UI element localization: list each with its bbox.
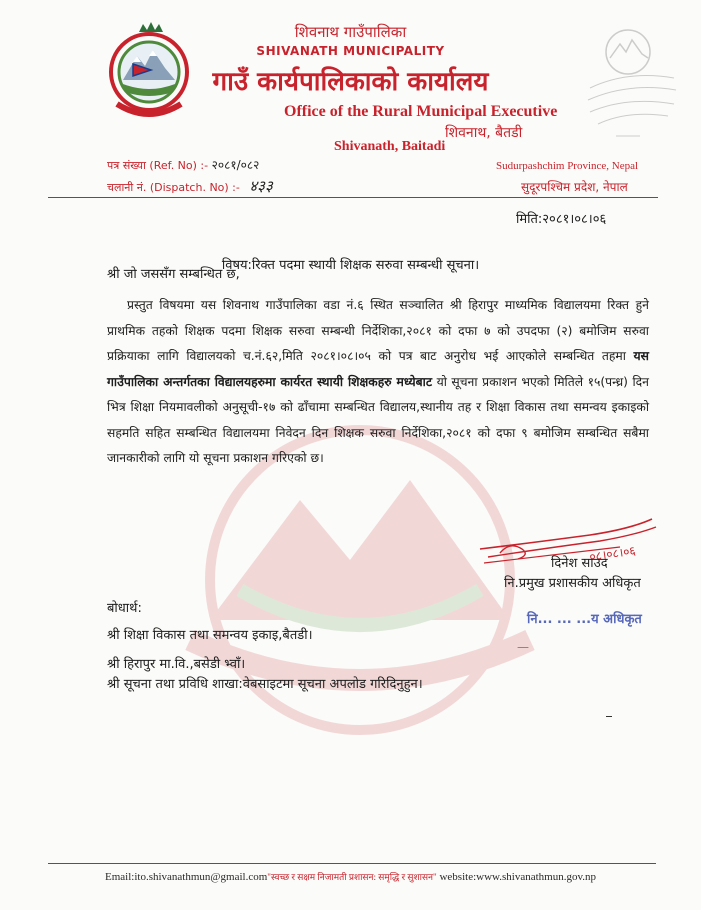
footer-divider [48, 863, 656, 864]
reference-label: पत्र संख्या (Ref. No) :- [107, 159, 209, 172]
footer-website: website:www.shivanathmun.gov.np [439, 871, 596, 883]
signer-title: नि.प्रमुख प्रशासकीय अधिकृत [504, 576, 641, 591]
place-np: शिवनाथ, बैतडी [445, 125, 523, 141]
reference-number [107, 156, 259, 173]
office-title-en: Office of the Rural Municipal Executive [284, 103, 558, 120]
official-stamp: नि... ... ...य अधिकृत [527, 612, 642, 627]
office-title-np: गाउँ कार्यपालिकाको कार्यालय [212, 67, 489, 97]
letter-body-paragraph [107, 293, 649, 472]
dispatch-number [107, 176, 273, 196]
signer-name: दिनेश साउद [551, 556, 608, 571]
place-en: Shivanath, Baitadi [334, 139, 446, 154]
body-text-1: प्रस्तुत विषयमा यस शिवनाथ गाउँपालिका वडा नं.६ स्थित सञ्चालित श्री हिरापुर माध्यमिक विद्यालयमा रिक्त हुने प्राथमिक तहको शिक्षक पदमा शिक्षक सरुवा सम्बन्धी निर्देशिका,२०८१ को दफा ७ को उपदफा (२) बमोजिम सरुवा प्रक्रियाका लागि विद्यालयको च.नं.६२,मिति २०८१।०८।०५ को पत्र बाट अनुरोध भई आएकोले सम्बन्धित तहमा [107, 298, 649, 363]
stamp-mark: — [517, 640, 529, 654]
municipality-name-en: SHIVANATH MUNICIPALITY [256, 44, 445, 58]
cc-item: श्री सूचना तथा प्रविधि शाखा:वेबसाइटमा सूचना अपलोड गरिदिनुहुन। [107, 677, 423, 692]
letter-subject: विषय:रिक्त पदमा स्थायी शिक्षक सरुवा सम्बन्धी सूचना। [221, 258, 480, 273]
letter-date: मिति:२०८१।०८।०६ [516, 212, 607, 227]
footer-slogan: "स्वच्छ र सक्षम निजामती प्रशासन: समृद्धि र सुशासन" [267, 872, 437, 882]
footer-email: Email:ito.shivanathmun@gmail.com [105, 871, 268, 883]
body-text-2: यो सूचना प्रकाशन भएको मितिले १५(पन्ध्र) दिन भित्र शिक्षा नियमावलीको अनुसूची-१७ को ढाँचामा सम्बन्धित विद्यालय,स्थानीय तह र शिक्षा विकास तथा समन्वय इकाइको सहमति सहित सम्बन्धित विद्यालयमा निवेदन दिन शिक्षक सरुवा निर्देशिका,२०८१ को दफा ९ बमोजिम सम्बन्धित सबैमा जानकारीको लागि यो सूचना प्रकाशन गरिएको छ। [107, 374, 649, 465]
cc-title: बोधार्थ: [107, 601, 142, 616]
municipality-name-np: शिवनाथ गाउँपालिका [294, 23, 407, 41]
province-np: सुदूरपश्चिम प्रदेश, नेपाल [521, 180, 628, 194]
reference-value: २०८१/०८२ [211, 158, 260, 172]
header-divider [48, 197, 658, 198]
dispatch-label: चलानी नं. (Dispatch. No) :- [107, 181, 240, 194]
province-en: Sudurpashchim Province, Nepal [496, 160, 639, 172]
signature-date: ०८।०८।०६ [588, 543, 637, 564]
cc-item: श्री हिरापुर मा.वि.,बसेडी भ्वाँ। [107, 657, 246, 672]
body-text-bold: यस गाउँपालिका अन्तर्गतका विद्यालयहरुमा कार्यरत स्थायी शिक्षकहरु मध्येबाट [107, 349, 649, 389]
stray-mark [606, 716, 612, 717]
cc-item: श्री शिक्षा विकास तथा समन्वय इकाइ,बैतडी। [107, 628, 313, 643]
salutation: श्री जो जससँग सम्बन्धित छ, [107, 267, 240, 282]
dispatch-value: ४३३ [249, 177, 273, 195]
footer [0, 870, 701, 883]
